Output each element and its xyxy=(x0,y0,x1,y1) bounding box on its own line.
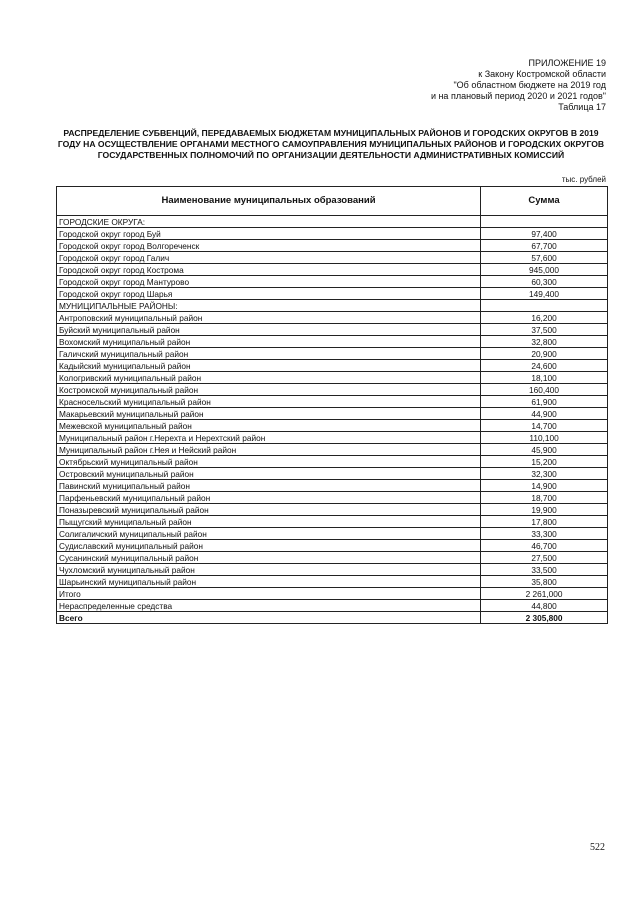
table-row xyxy=(57,540,608,552)
table-row xyxy=(57,408,608,420)
row-sum: 45,900 xyxy=(481,444,608,456)
row-sum: 17,800 xyxy=(481,516,608,528)
row-name: Поназыревский муниципальный район xyxy=(57,504,481,516)
row-sum: 97,400 xyxy=(481,228,608,240)
row-sum: 2 305,800 xyxy=(481,612,608,624)
table-row xyxy=(57,336,608,348)
row-sum: 67,700 xyxy=(481,240,608,252)
table-row xyxy=(57,396,608,408)
table-row xyxy=(57,216,608,228)
row-sum: 160,400 xyxy=(481,384,608,396)
row-name: Кадыйский муниципальный район xyxy=(57,360,481,372)
table-number: Таблица 17 xyxy=(558,102,606,112)
row-sum: 61,900 xyxy=(481,396,608,408)
table-row xyxy=(57,240,608,252)
row-sum: 37,500 xyxy=(481,324,608,336)
row-name: Пыщугский муниципальный район xyxy=(57,516,481,528)
row-sum: 19,900 xyxy=(481,504,608,516)
row-sum: 20,900 xyxy=(481,348,608,360)
table-row xyxy=(57,528,608,540)
column-header-sum: Сумма xyxy=(481,187,608,216)
row-name: Павинский муниципальный район xyxy=(57,480,481,492)
row-name: Буйский муниципальный район xyxy=(57,324,481,336)
row-name: Кологривский муниципальный район xyxy=(57,372,481,384)
row-name: Макарьевский муниципальный район xyxy=(57,408,481,420)
table-row xyxy=(57,264,608,276)
table-row xyxy=(57,228,608,240)
table-row xyxy=(57,312,608,324)
table-row xyxy=(57,480,608,492)
table-row xyxy=(57,588,608,600)
row-name: Городской округ город Кострома xyxy=(57,264,481,276)
row-name: Городской округ город Буй xyxy=(57,228,481,240)
row-sum: 46,700 xyxy=(481,540,608,552)
row-name: Итого xyxy=(57,588,481,600)
row-sum: 32,300 xyxy=(481,468,608,480)
table-row xyxy=(57,348,608,360)
law-title-line-2: и на плановый период 2020 и 2021 годов" xyxy=(430,91,606,101)
row-name: Межевской муниципальный район xyxy=(57,420,481,432)
row-name: Судиславский муниципальный район xyxy=(57,540,481,552)
row-name: МУНИЦИПАЛЬНЫЕ РАЙОНЫ: xyxy=(57,300,481,312)
appendix-number: ПРИЛОЖЕНИЕ 19 xyxy=(528,58,606,68)
row-sum: 18,100 xyxy=(481,372,608,384)
row-sum: 60,300 xyxy=(481,276,608,288)
row-sum: 18,700 xyxy=(481,492,608,504)
row-name: Городской округ город Волгореченск xyxy=(57,240,481,252)
row-name: Шарьинский муниципальный район xyxy=(57,576,481,588)
column-header-name: Наименование муниципальных образований xyxy=(57,187,481,216)
units-label: тыс. рублей xyxy=(561,175,606,184)
row-name: Октябрьский муниципальный район xyxy=(57,456,481,468)
table-row xyxy=(57,276,608,288)
table-row xyxy=(57,468,608,480)
table-row xyxy=(57,516,608,528)
page-number: 522 xyxy=(590,842,605,853)
row-sum: 2 261,000 xyxy=(481,588,608,600)
row-name: Галичский муниципальный район xyxy=(57,348,481,360)
row-name: Сусанинский муниципальный район xyxy=(57,552,481,564)
table-row xyxy=(57,564,608,576)
table-row xyxy=(57,384,608,396)
law-reference: к Закону Костромской области xyxy=(478,69,606,79)
row-name: Нераспределенные средства xyxy=(57,600,481,612)
row-name: Всего xyxy=(57,612,481,624)
row-name: Солигаличский муниципальный район xyxy=(57,528,481,540)
row-sum: 16,200 xyxy=(481,312,608,324)
row-sum: 110,100 xyxy=(481,432,608,444)
table-row xyxy=(57,600,608,612)
row-name: Городской округ город Мантурово xyxy=(57,276,481,288)
row-sum: 33,300 xyxy=(481,528,608,540)
table-row xyxy=(57,444,608,456)
document-title: РАСПРЕДЕЛЕНИЕ СУБВЕНЦИЙ, ПЕРЕДАВАЕМЫХ БЮДЖЕТАМ МУНИЦИПАЛЬНЫХ РАЙОНОВ И ГОРОДСКИХ ОКРУГОВ В 2019 ГОДУ НА ОСУЩЕСТВЛЕНИЕ ОРГАНАМИ МЕСТНОГО САМОУПРАВЛЕНИЯ МУНИЦИПАЛЬНЫХ РАЙОНОВ И ГОРОДСКИХ ОКРУГОВ ГОСУДАРСТВЕННЫХ ПОЛНОМОЧИЙ ПО ОРГАНИЗАЦИИ ДЕЯТЕЛЬНОСТИ АДМИНИСТРАТИВНЫХ КОМИССИЙ xyxy=(57,128,605,160)
row-sum: 27,500 xyxy=(481,552,608,564)
table-row xyxy=(57,456,608,468)
table-row xyxy=(57,552,608,564)
row-sum: 33,500 xyxy=(481,564,608,576)
row-name: Парфеньевский муниципальный район xyxy=(57,492,481,504)
table-row xyxy=(57,420,608,432)
row-sum xyxy=(481,216,608,228)
table-row xyxy=(57,612,608,624)
subsidy-table xyxy=(56,186,608,624)
row-sum: 14,900 xyxy=(481,480,608,492)
table-row xyxy=(57,300,608,312)
row-sum: 945,000 xyxy=(481,264,608,276)
table-row xyxy=(57,360,608,372)
table-row xyxy=(57,432,608,444)
row-name: Костромской муниципальный район xyxy=(57,384,481,396)
row-sum: 32,800 xyxy=(481,336,608,348)
row-sum: 44,800 xyxy=(481,600,608,612)
row-name: ГОРОДСКИЕ ОКРУГА: xyxy=(57,216,481,228)
table-row xyxy=(57,288,608,300)
row-sum: 14,700 xyxy=(481,420,608,432)
row-name: Островский муниципальный район xyxy=(57,468,481,480)
row-sum xyxy=(481,300,608,312)
table-row xyxy=(57,252,608,264)
table-row xyxy=(57,504,608,516)
table-row xyxy=(57,372,608,384)
row-name: Красносельский муниципальный район xyxy=(57,396,481,408)
row-name: Городской округ город Шарья xyxy=(57,288,481,300)
row-name: Муниципальный район г.Нерехта и Нерехтский район xyxy=(57,432,481,444)
row-sum: 15,200 xyxy=(481,456,608,468)
appendix-header xyxy=(431,58,606,113)
table-body xyxy=(57,216,608,624)
table-row xyxy=(57,324,608,336)
table-header-row xyxy=(57,187,608,216)
row-name: Чухломский муниципальный район xyxy=(57,564,481,576)
row-name: Вохомский муниципальный район xyxy=(57,336,481,348)
row-sum: 44,900 xyxy=(481,408,608,420)
law-title-line-1: "Об областном бюджете на 2019 год xyxy=(453,80,606,90)
row-sum: 35,800 xyxy=(481,576,608,588)
table-row xyxy=(57,576,608,588)
row-name: Антроповский муниципальный район xyxy=(57,312,481,324)
row-name: Муниципальный район г.Нея и Нейский район xyxy=(57,444,481,456)
row-sum: 24,600 xyxy=(481,360,608,372)
row-name: Городской округ город Галич xyxy=(57,252,481,264)
row-sum: 57,600 xyxy=(481,252,608,264)
row-sum: 149,400 xyxy=(481,288,608,300)
table-row xyxy=(57,492,608,504)
